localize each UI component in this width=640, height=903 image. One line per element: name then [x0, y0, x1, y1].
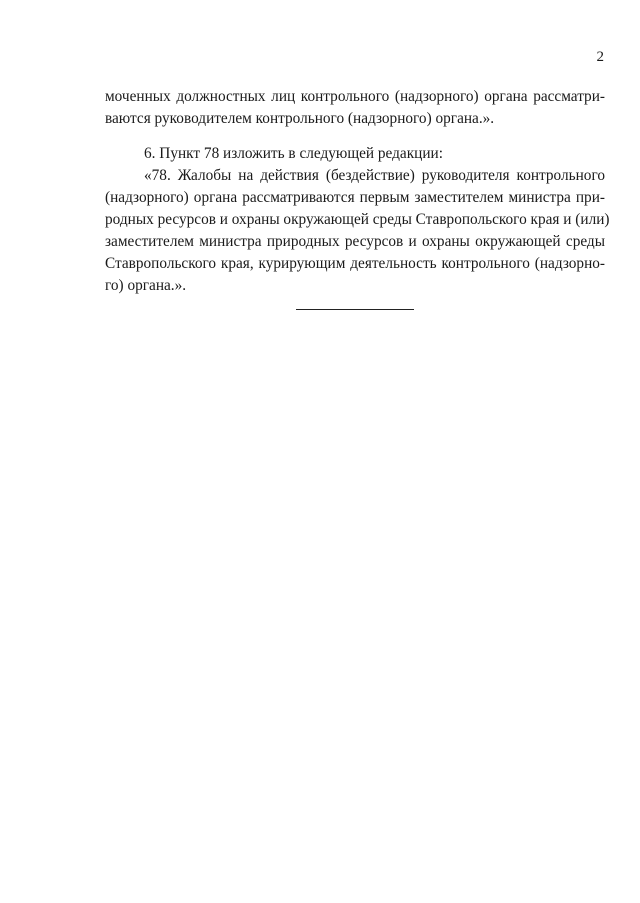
- item-6-heading: 6. Пункт 78 изложить в следующей редакции:: [144, 145, 443, 162]
- paragraph-78-line-1: «78. Жалобы на действия (бездействие) руководителя контрольного: [144, 167, 605, 184]
- paragraph-78-line-5: Ставропольского края, курирующим деятельность контрольного (надзорно-: [105, 255, 605, 272]
- closing-divider-line: [296, 309, 414, 310]
- paragraph-78-line-2: (надзорного) органа рассматриваются первым заместителем министра при-: [105, 189, 605, 206]
- paragraph-78-line-4: заместителем министра природных ресурсов и охраны окружающей среды: [105, 233, 605, 250]
- page-number: 2: [596, 49, 604, 65]
- paragraph-78-line-3: родных ресурсов и охраны окружающей среды Ставропольского края и (или): [105, 211, 610, 228]
- paragraph-1-line-2: ваются руководителем контрольного (надзорного) органа.».: [105, 110, 495, 127]
- paragraph-1-line-1: моченных должностных лиц контрольного (надзорного) органа рассматри-: [105, 88, 605, 105]
- paragraph-78-line-6: го) органа.».: [105, 277, 187, 294]
